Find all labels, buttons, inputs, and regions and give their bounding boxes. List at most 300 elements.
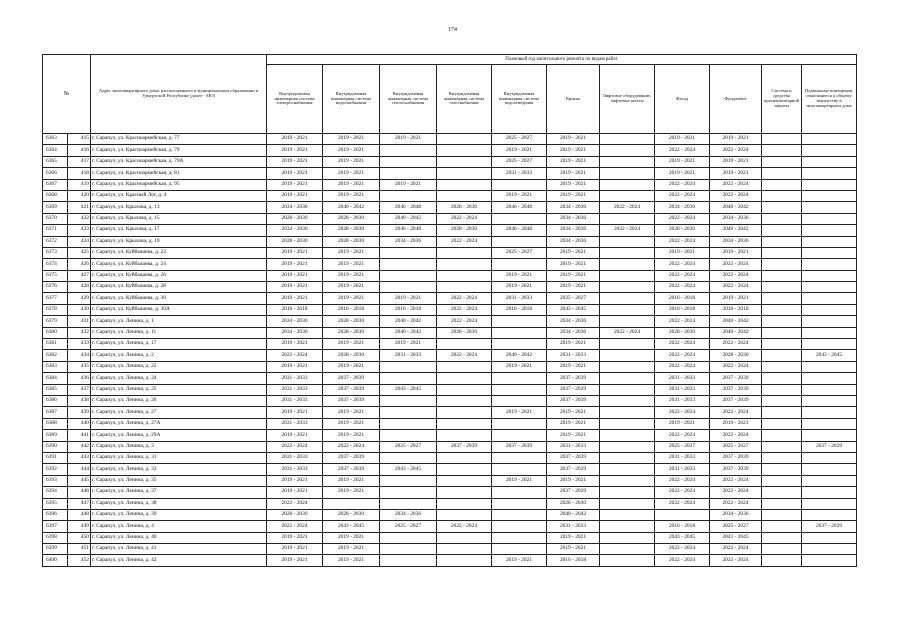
row-period-cell <box>762 441 802 452</box>
row-period-cell: 2022 - 2024 <box>437 316 492 327</box>
row-period-cell: 2019 - 2021 <box>323 407 380 418</box>
row-period-cell <box>492 395 547 406</box>
row-code: 449 <box>68 521 91 532</box>
row-period-cell: 2019 - 2021 <box>323 247 380 258</box>
row-period-cell: 2016 - 2018 <box>380 304 437 315</box>
row-period-cell <box>492 532 547 543</box>
row-period-cell: 2031 - 2033 <box>547 350 600 361</box>
row-period-cell <box>437 373 492 384</box>
row-period-cell <box>762 236 802 247</box>
row-period-cell: 2034 - 2036 <box>380 236 437 247</box>
row-period-cell: 2016 - 2018 <box>267 304 323 315</box>
row-address: г. Сарапул, ул. Ленина, д. 41 <box>91 544 267 555</box>
row-period-cell: 2022 - 2024 <box>710 475 762 486</box>
row-period-cell: 2037 - 2039 <box>547 464 600 475</box>
row-period-cell: 2016 - 2018 <box>547 555 600 566</box>
row-period-cell: 2019 - 2021 <box>267 339 323 350</box>
row-period-cell <box>762 259 802 270</box>
row-code: 432 <box>68 327 91 338</box>
row-period-cell <box>380 395 437 406</box>
row-number: 6375 <box>43 270 68 281</box>
row-period-cell <box>600 475 655 486</box>
row-period-cell: 2022 - 2024 <box>437 304 492 315</box>
row-period-cell: 2022 - 2024 <box>655 339 710 350</box>
row-period-cell: 2019 - 2021 <box>547 134 600 145</box>
row-period-cell <box>380 270 437 281</box>
row-period-cell <box>600 452 655 463</box>
row-period-cell <box>437 270 492 281</box>
row-period-cell: 2019 - 2021 <box>267 475 323 486</box>
row-period-cell <box>600 555 655 566</box>
row-period-cell: 2019 - 2021 <box>710 134 762 145</box>
row-period-cell <box>762 384 802 395</box>
row-period-cell: 2043 - 2045 <box>655 532 710 543</box>
table-row <box>43 247 857 258</box>
row-period-cell <box>600 395 655 406</box>
row-period-cell: 2037 - 2039 <box>710 395 762 406</box>
row-period-cell <box>492 213 547 224</box>
row-period-cell <box>492 452 547 463</box>
row-period-cell: 2028 - 2030 <box>323 327 380 338</box>
row-period-cell: 2022 - 2024 <box>710 498 762 509</box>
row-period-cell: 2022 - 2024 <box>655 555 710 566</box>
header-address: Адрес многоквартирного дома, расположенного в муниципальном образовании в Удмуртской Республике (далее - МО) <box>91 55 267 134</box>
row-period-cell <box>437 430 492 441</box>
row-number: 6398 <box>43 532 68 543</box>
row-period-cell <box>600 544 655 555</box>
row-period-cell: 2019 - 2021 <box>267 134 323 145</box>
row-period-cell: 2016 - 2018 <box>710 304 762 315</box>
row-period-cell: 2025 - 2027 <box>380 441 437 452</box>
row-number: 6395 <box>43 498 68 509</box>
row-period-cell: 2019 - 2021 <box>710 156 762 167</box>
row-period-cell <box>802 373 857 384</box>
row-period-cell <box>492 498 547 509</box>
row-period-cell <box>380 190 437 201</box>
row-period-cell: 2019 - 2021 <box>547 270 600 281</box>
row-period-cell: 2022 - 2024 <box>655 430 710 441</box>
row-address: г. Сарапул, ул. Ленина, д. 37 <box>91 487 267 498</box>
row-period-cell: 2022 - 2024 <box>710 179 762 190</box>
row-period-cell <box>762 304 802 315</box>
row-period-cell: 2022 - 2024 <box>267 441 323 452</box>
row-period-cell: 2019 - 2021 <box>267 247 323 258</box>
row-period-cell <box>802 259 857 270</box>
row-period-cell <box>802 475 857 486</box>
row-address: г. Сарапул, ул. Ленина, д. 42 <box>91 555 267 566</box>
row-address: г. Сарапул, ул. Ленина, д. 27А <box>91 418 267 429</box>
row-period-cell: 2034 - 2036 <box>267 202 323 213</box>
row-period-cell <box>437 168 492 179</box>
row-period-cell: 2034 - 2036 <box>547 202 600 213</box>
row-period-cell <box>802 452 857 463</box>
row-address: г. Сарапул, ул. Крылова, д. 19 <box>91 236 267 247</box>
row-period-cell <box>802 339 857 350</box>
row-period-cell <box>762 475 802 486</box>
row-period-cell <box>492 544 547 555</box>
row-code: 418 <box>68 168 91 179</box>
row-address: г. Сарапул, ул. Крылова, д. 15 <box>91 213 267 224</box>
row-code: 427 <box>68 270 91 281</box>
row-period-cell <box>492 509 547 520</box>
table-row <box>43 498 857 509</box>
row-period-cell <box>802 487 857 498</box>
row-period-cell: 2016 - 2018 <box>655 304 710 315</box>
row-period-cell <box>600 304 655 315</box>
row-period-cell: 2019 - 2021 <box>547 532 600 543</box>
row-period-cell: 2028 - 2030 <box>437 202 492 213</box>
row-period-cell: 2031 - 2033 <box>267 395 323 406</box>
row-code: 439 <box>68 407 91 418</box>
table-row <box>43 521 857 532</box>
row-period-cell <box>437 156 492 167</box>
row-period-cell: 2028 - 2030 <box>323 236 380 247</box>
row-code: 421 <box>68 202 91 213</box>
row-period-cell <box>600 350 655 361</box>
row-period-cell: 2040 - 2042 <box>710 327 762 338</box>
row-period-cell <box>802 213 857 224</box>
row-period-cell: 2019 - 2021 <box>492 270 547 281</box>
row-number: 6400 <box>43 555 68 566</box>
row-period-cell: 2019 - 2021 <box>267 487 323 498</box>
row-number: 6389 <box>43 430 68 441</box>
row-address: г. Сарапул, ул. Ленина, д. 22 <box>91 361 267 372</box>
row-period-cell: 2019 - 2021 <box>323 430 380 441</box>
table-row <box>43 304 857 315</box>
row-address: г. Сарапул, ул. Ленина, д. 17 <box>91 339 267 350</box>
row-period-cell <box>380 259 437 270</box>
row-period-cell <box>802 418 857 429</box>
row-address: г. Сарапул, ул. Красноармейская, д. 95 <box>91 179 267 190</box>
row-period-cell: 2019 - 2021 <box>323 487 380 498</box>
header-work-type: Внутридомовая инженерная система газоснабжения <box>437 65 492 134</box>
row-period-cell <box>762 225 802 236</box>
row-code: 422 <box>68 213 91 224</box>
row-period-cell: 2022 - 2024 <box>710 270 762 281</box>
row-period-cell <box>762 179 802 190</box>
row-number: 6371 <box>43 225 68 236</box>
row-period-cell: 2028 - 2030 <box>267 509 323 520</box>
row-address: г. Сарапул, ул. Куйбышева, д. 28 <box>91 282 267 293</box>
row-period-cell: 2022 - 2024 <box>437 521 492 532</box>
row-period-cell: 2019 - 2021 <box>323 361 380 372</box>
row-address: г. Сарапул, ул. Ленина, д. 33 <box>91 464 267 475</box>
header-number: № <box>43 55 91 134</box>
row-period-cell: 2019 - 2021 <box>710 418 762 429</box>
row-period-cell <box>380 373 437 384</box>
row-period-cell: 2019 - 2021 <box>547 282 600 293</box>
row-period-cell: 2037 - 2039 <box>437 441 492 452</box>
row-period-cell: 2022 - 2024 <box>655 350 710 361</box>
row-period-cell: 2031 - 2033 <box>655 373 710 384</box>
row-period-cell <box>437 464 492 475</box>
table-row <box>43 270 857 281</box>
table-row <box>43 145 857 156</box>
row-period-cell: 2019 - 2021 <box>547 259 600 270</box>
row-period-cell: 2019 - 2021 <box>547 168 600 179</box>
table-row <box>43 361 857 372</box>
row-period-cell <box>802 270 857 281</box>
row-period-cell <box>762 247 802 258</box>
row-period-cell: 2019 - 2021 <box>267 156 323 167</box>
row-number: 6381 <box>43 339 68 350</box>
row-number: 6393 <box>43 475 68 486</box>
row-code: 433 <box>68 339 91 350</box>
row-period-cell: 2022 - 2024 <box>655 316 710 327</box>
row-period-cell <box>802 236 857 247</box>
row-period-cell <box>380 282 437 293</box>
row-period-cell: 2019 - 2021 <box>323 418 380 429</box>
row-period-cell <box>802 293 857 304</box>
row-period-cell: 2037 - 2039 <box>802 441 857 452</box>
row-period-cell: 2019 - 2021 <box>323 339 380 350</box>
header-work-type: Внутридомовая инженерная система водоснабжения <box>323 65 380 134</box>
row-period-cell <box>380 361 437 372</box>
row-period-cell: 2019 - 2021 <box>547 339 600 350</box>
row-period-cell <box>492 236 547 247</box>
row-period-cell: 2034 - 2036 <box>710 213 762 224</box>
row-address: г. Сарапул, ул. Куйбышева, д. 24 <box>91 259 267 270</box>
row-period-cell <box>655 509 710 520</box>
row-number: 6399 <box>43 544 68 555</box>
table-row <box>43 168 857 179</box>
row-period-cell <box>762 350 802 361</box>
row-period-cell: 2022 - 2024 <box>655 487 710 498</box>
row-address: г. Сарапул, ул. Ленина, д. 29А <box>91 430 267 441</box>
row-period-cell <box>802 532 857 543</box>
row-period-cell: 2019 - 2021 <box>547 407 600 418</box>
row-period-cell: 2040 - 2042 <box>547 509 600 520</box>
row-period-cell <box>762 555 802 566</box>
header-work-type: Подвальные помещения, относящиеся к общему имуществу в многоквартирном доме <box>802 65 857 134</box>
row-period-cell <box>437 259 492 270</box>
row-period-cell: 2022 - 2024 <box>710 259 762 270</box>
row-period-cell <box>802 555 857 566</box>
row-number: 6377 <box>43 293 68 304</box>
row-period-cell: 2019 - 2021 <box>323 293 380 304</box>
row-period-cell: 2031 - 2033 <box>380 350 437 361</box>
table-row <box>43 202 857 213</box>
row-period-cell <box>437 509 492 520</box>
row-period-cell <box>437 555 492 566</box>
row-period-cell <box>802 327 857 338</box>
row-period-cell: 2019 - 2021 <box>380 179 437 190</box>
row-period-cell: 2022 - 2024 <box>655 236 710 247</box>
row-period-cell: 2019 - 2021 <box>655 134 710 145</box>
table-row <box>43 464 857 475</box>
row-period-cell: 2019 - 2021 <box>380 134 437 145</box>
row-period-cell <box>600 384 655 395</box>
row-period-cell: 2037 - 2039 <box>802 521 857 532</box>
table-row <box>43 327 857 338</box>
row-period-cell: 2037 - 2039 <box>547 373 600 384</box>
row-period-cell <box>802 304 857 315</box>
row-period-cell <box>600 532 655 543</box>
row-period-cell: 2019 - 2021 <box>492 407 547 418</box>
header-work-type: Лифтовое оборудование, лифтовые шахты <box>600 65 655 134</box>
row-period-cell: 2019 - 2021 <box>267 190 323 201</box>
row-period-cell: 2022 - 2024 <box>655 282 710 293</box>
row-period-cell: 2028 - 2030 <box>710 350 762 361</box>
row-period-cell <box>762 156 802 167</box>
row-period-cell <box>380 168 437 179</box>
row-period-cell: 2037 - 2039 <box>323 384 380 395</box>
row-code: 447 <box>68 498 91 509</box>
row-period-cell <box>437 134 492 145</box>
row-period-cell: 2016 - 2018 <box>323 304 380 315</box>
table-row <box>43 544 857 555</box>
row-period-cell <box>802 247 857 258</box>
row-period-cell: 2046 - 2048 <box>492 225 547 236</box>
row-code: 437 <box>68 384 91 395</box>
row-period-cell: 2019 - 2021 <box>547 418 600 429</box>
row-period-cell: 2034 - 2036 <box>547 213 600 224</box>
row-period-cell <box>437 282 492 293</box>
row-period-cell: 2019 - 2021 <box>547 156 600 167</box>
row-period-cell: 2037 - 2039 <box>710 464 762 475</box>
row-period-cell: 2043 - 2045 <box>547 304 600 315</box>
row-period-cell: 2022 - 2024 <box>710 544 762 555</box>
row-number: 6378 <box>43 304 68 315</box>
row-period-cell: 2037 - 2039 <box>323 373 380 384</box>
row-period-cell: 2019 - 2021 <box>323 156 380 167</box>
row-period-cell <box>600 441 655 452</box>
table-row <box>43 487 857 498</box>
row-period-cell: 2022 - 2024 <box>710 407 762 418</box>
row-period-cell: 2022 - 2024 <box>655 407 710 418</box>
row-number: 6372 <box>43 236 68 247</box>
row-code: 426 <box>68 259 91 270</box>
row-period-cell: 2022 - 2024 <box>437 350 492 361</box>
row-period-cell <box>762 521 802 532</box>
row-period-cell: 2034 - 2036 <box>547 327 600 338</box>
row-period-cell: 2019 - 2021 <box>492 190 547 201</box>
row-period-cell <box>762 145 802 156</box>
row-period-cell <box>802 509 857 520</box>
row-period-cell <box>380 247 437 258</box>
row-period-cell: 2019 - 2021 <box>323 168 380 179</box>
row-period-cell <box>380 145 437 156</box>
row-period-cell: 2022 - 2024 <box>710 339 762 350</box>
row-period-cell <box>600 259 655 270</box>
row-period-cell: 2019 - 2021 <box>323 259 380 270</box>
row-code: 451 <box>68 544 91 555</box>
row-period-cell <box>380 544 437 555</box>
row-period-cell <box>802 430 857 441</box>
row-code: 431 <box>68 316 91 327</box>
row-period-cell <box>437 384 492 395</box>
row-period-cell: 2022 - 2024 <box>710 145 762 156</box>
row-period-cell <box>600 282 655 293</box>
row-period-cell <box>600 247 655 258</box>
row-period-cell: 2028 - 2030 <box>267 213 323 224</box>
row-period-cell: 2043 - 2045 <box>710 532 762 543</box>
row-period-cell <box>492 464 547 475</box>
row-number: 6374 <box>43 259 68 270</box>
row-period-cell: 2022 - 2024 <box>600 327 655 338</box>
row-period-cell <box>762 168 802 179</box>
row-period-cell <box>802 498 857 509</box>
row-period-cell <box>492 373 547 384</box>
row-period-cell: 2040 - 2042 <box>380 316 437 327</box>
row-period-cell <box>802 384 857 395</box>
row-number: 6385 <box>43 384 68 395</box>
row-period-cell: 2040 - 2042 <box>380 213 437 224</box>
row-period-cell: 2043 - 2045 <box>380 384 437 395</box>
row-period-cell <box>762 361 802 372</box>
row-address: г. Сарапул, ул. Ленина, д. 25 <box>91 384 267 395</box>
table-row <box>43 282 857 293</box>
row-number: 6396 <box>43 509 68 520</box>
row-code: 435 <box>68 361 91 372</box>
row-period-cell: 2019 - 2021 <box>547 190 600 201</box>
row-period-cell: 2037 - 2039 <box>710 384 762 395</box>
table-row <box>43 384 857 395</box>
row-code: 424 <box>68 236 91 247</box>
row-period-cell: 2025 - 2027 <box>710 441 762 452</box>
row-period-cell: 2019 - 2021 <box>267 270 323 281</box>
row-period-cell <box>762 293 802 304</box>
row-period-cell: 2019 - 2021 <box>710 293 762 304</box>
row-address: г. Сарапул, ул. Ленина, д. 27 <box>91 407 267 418</box>
row-period-cell <box>492 487 547 498</box>
row-period-cell: 2031 - 2033 <box>267 464 323 475</box>
row-period-cell: 2019 - 2021 <box>655 156 710 167</box>
row-period-cell: 2025 - 2027 <box>710 521 762 532</box>
row-period-cell: 2040 - 2042 <box>323 202 380 213</box>
header-work-type: Внутридомовая инженерная система электроснабжения <box>267 65 323 134</box>
row-period-cell <box>802 202 857 213</box>
row-address: г. Сарапул, ул. Красноармейская, д. 79А <box>91 156 267 167</box>
row-period-cell <box>802 156 857 167</box>
row-period-cell: 2034 - 2036 <box>547 316 600 327</box>
row-period-cell: 2019 - 2021 <box>547 430 600 441</box>
row-code: 428 <box>68 282 91 293</box>
row-period-cell: 2019 - 2021 <box>267 532 323 543</box>
table-row <box>43 441 857 452</box>
row-number: 6368 <box>43 190 68 201</box>
row-period-cell: 2022 - 2024 <box>437 236 492 247</box>
row-period-cell: 2016 - 2018 <box>492 304 547 315</box>
row-period-cell <box>380 498 437 509</box>
row-period-cell: 2019 - 2021 <box>547 544 600 555</box>
row-period-cell <box>762 373 802 384</box>
row-period-cell: 2019 - 2021 <box>492 475 547 486</box>
row-period-cell <box>762 339 802 350</box>
row-period-cell: 2019 - 2021 <box>655 418 710 429</box>
row-period-cell: 2046 - 2048 <box>380 202 437 213</box>
row-period-cell: 2019 - 2021 <box>267 179 323 190</box>
row-period-cell <box>380 452 437 463</box>
row-period-cell: 2028 - 2030 <box>323 213 380 224</box>
row-period-cell: 2019 - 2021 <box>267 145 323 156</box>
row-period-cell <box>762 544 802 555</box>
row-period-cell: 2031 - 2033 <box>547 441 600 452</box>
row-period-cell: 2022 - 2024 <box>710 361 762 372</box>
row-period-cell: 2019 - 2021 <box>267 361 323 372</box>
row-code: 450 <box>68 532 91 543</box>
row-period-cell: 2019 - 2021 <box>380 339 437 350</box>
row-period-cell: 2040 - 2042 <box>710 316 762 327</box>
row-period-cell: 2031 - 2033 <box>267 373 323 384</box>
row-period-cell: 2022 - 2024 <box>655 270 710 281</box>
row-period-cell <box>802 168 857 179</box>
row-period-cell <box>437 487 492 498</box>
row-period-cell: 2031 - 2033 <box>267 452 323 463</box>
row-period-cell: 2031 - 2033 <box>655 395 710 406</box>
row-period-cell: 2019 - 2021 <box>267 407 323 418</box>
row-period-cell: 2034 - 2036 <box>547 225 600 236</box>
